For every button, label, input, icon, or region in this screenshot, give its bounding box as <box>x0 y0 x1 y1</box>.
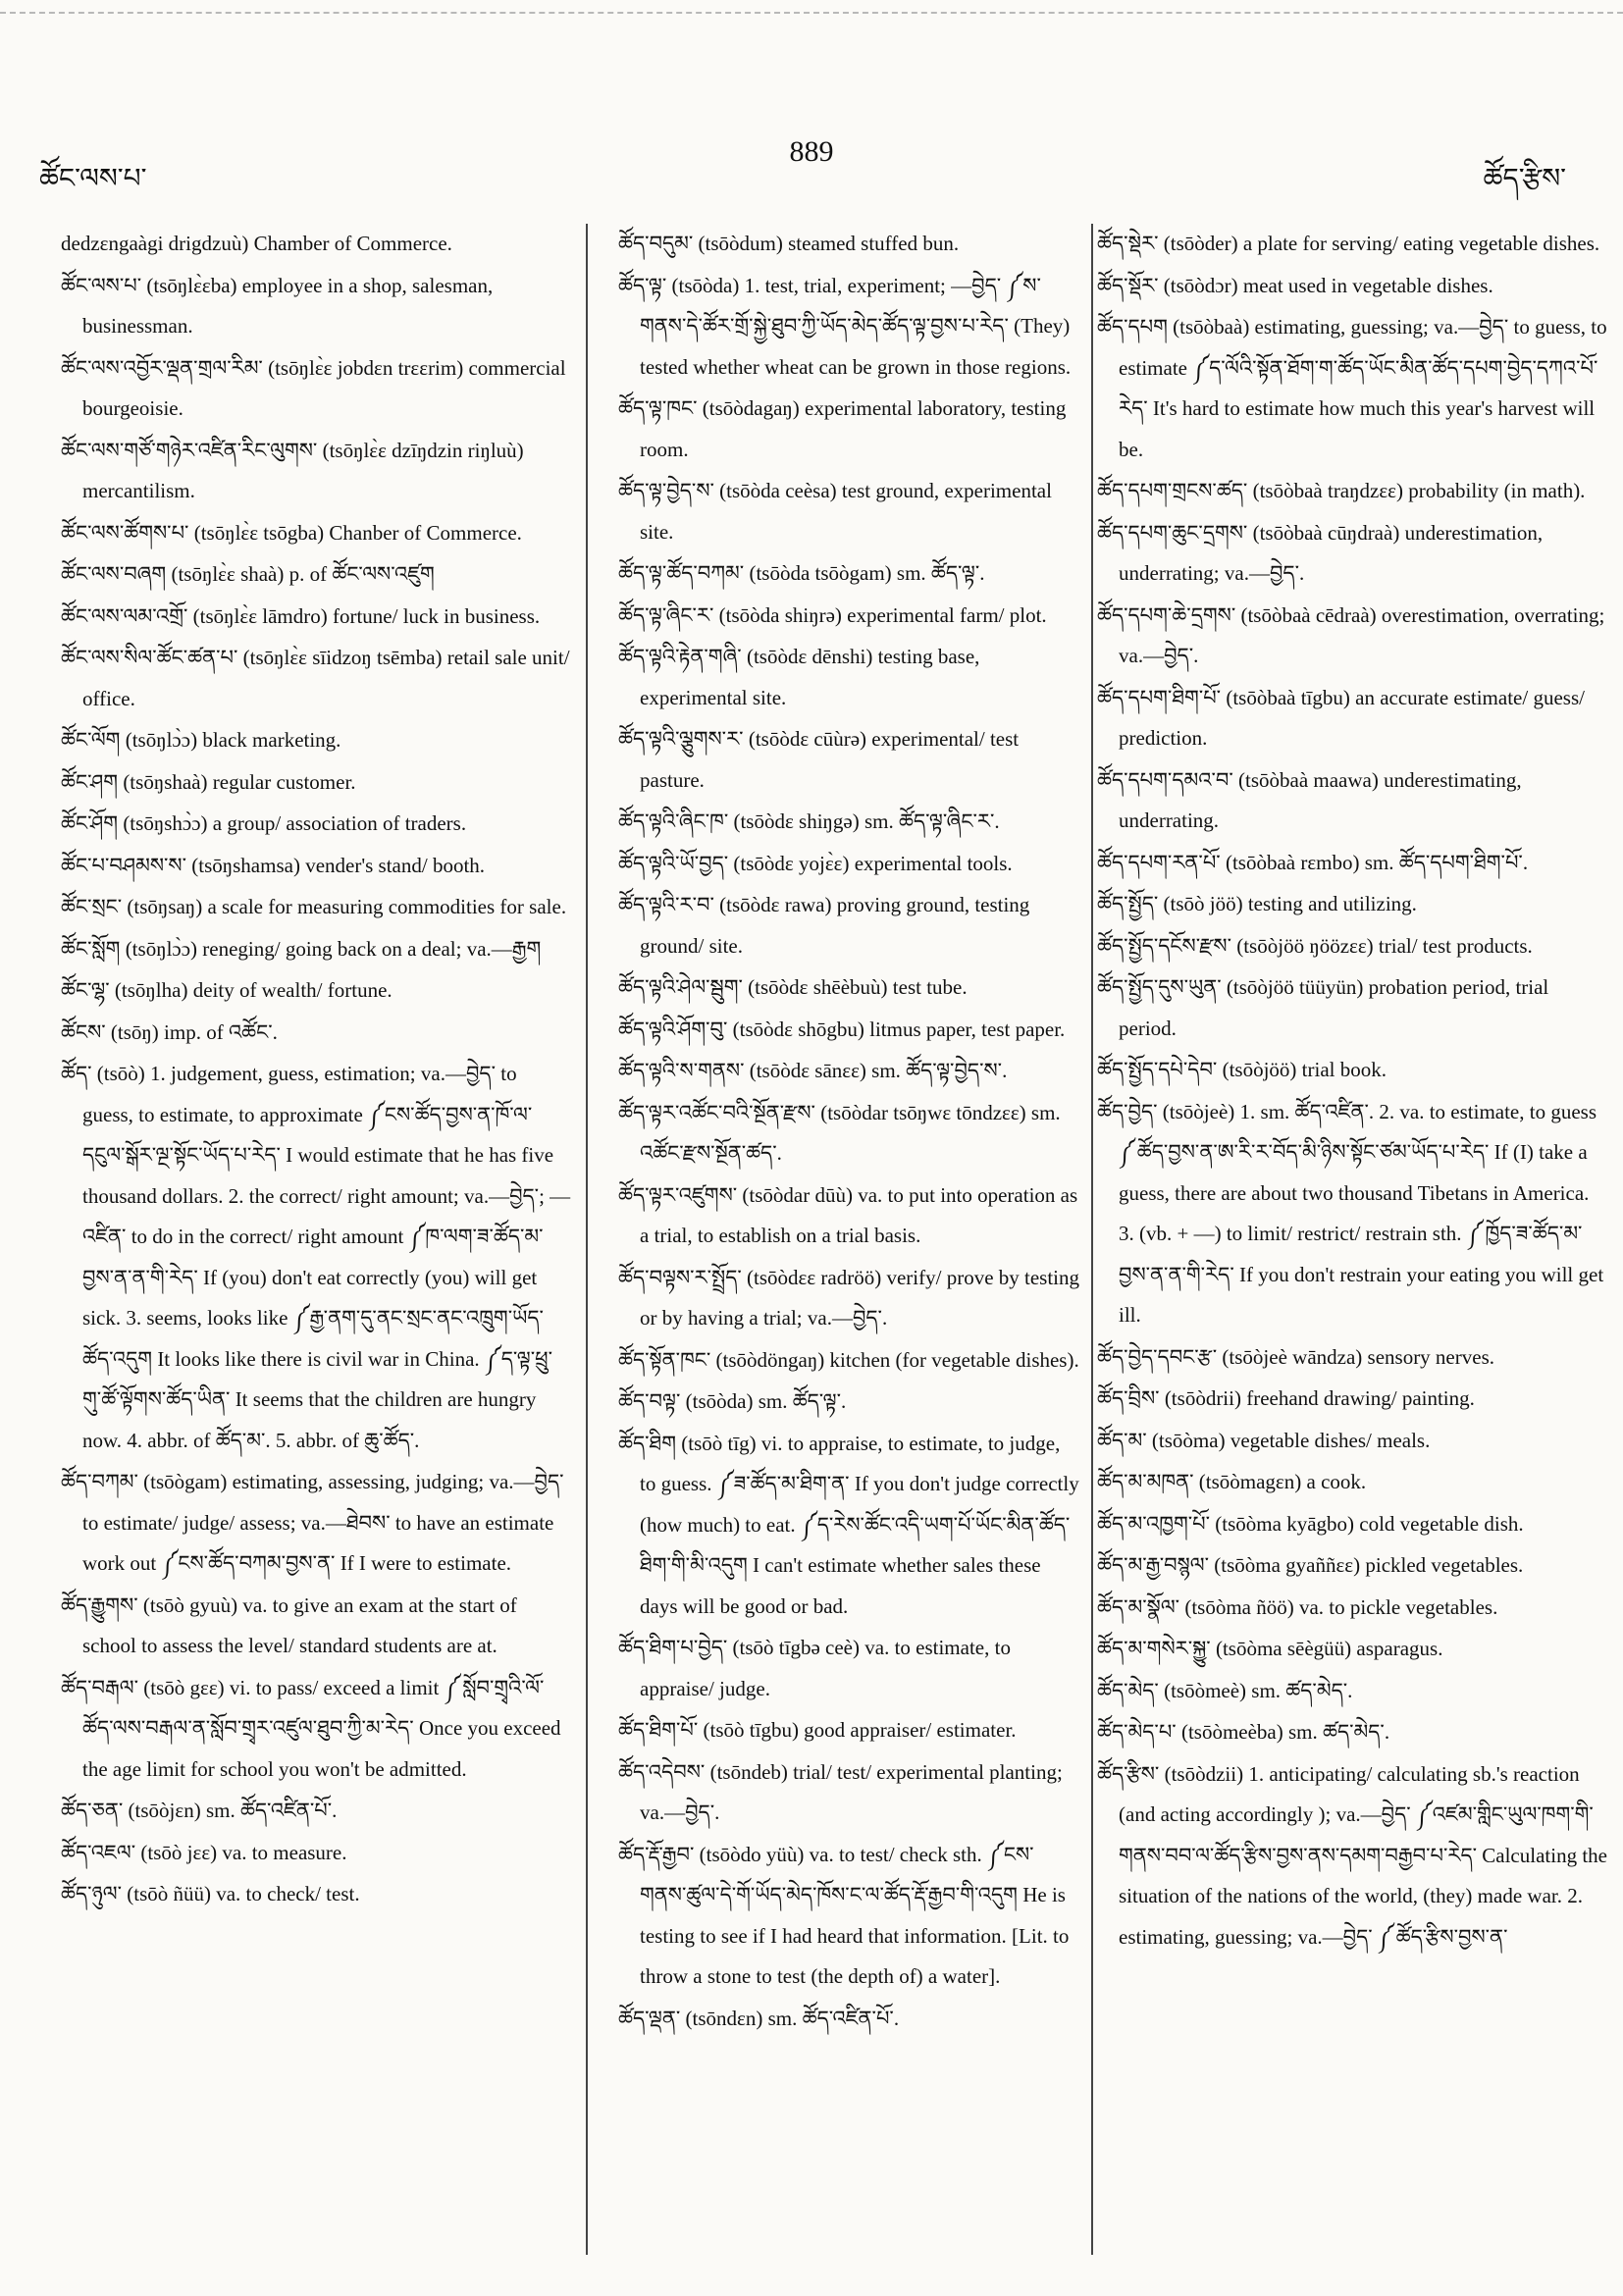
dictionary-entry: ཚོད་བལྟས་ར་སྤྲོད་ (tsōòdɛɛ radröö) verify/ prove by testing or by having a trial; va.—བྱེད་. <box>618 1265 1079 1330</box>
dictionary-entry: ཚོད་ལྟའི་ཡོ་བྱད་ (tsōòdɛ yojɛ̀ɛ) experimental tools. <box>618 851 1013 875</box>
running-head-left: ཚོང་ལས་པ་ <box>39 162 147 194</box>
dictionary-entry: ཚོང་སློག (tsōŋlɔ̀ɔ) reneging/ going back on a deal; va.—རྒྱག <box>61 936 542 961</box>
dictionary-entry: ཚོད་ཐིག་པོ་ (tsōò tīgbu) good appraiser/ estimater. <box>618 1718 1017 1742</box>
dictionary-entry: ཚོད་དཔག་ཆུང་དྲགས་ (tsōòbaà cūŋdraà) underestimation, underrating; va.—བྱེད་. <box>1097 520 1544 585</box>
dictionary-entry: ཚོད་མེད་ (tsōòmeè) sm. ཚད་མེད་. <box>1097 1678 1353 1702</box>
dictionary-column-1 <box>61 224 571 2265</box>
dictionary-entry: ཚོད་སྤྱོད་ (tsōò jöö) testing and utilizing. <box>1097 892 1417 915</box>
dictionary-entry: ཚོད་མ་རྒྱ་བསྙལ་ (tsōòma gyaññɛɛ) pickled vegetables. <box>1097 1553 1524 1577</box>
dictionary-entry: ཚོང་ལས་བཞག (tsōŋlɛ̀ɛ shaà) p. of ཚོང་ལས་འཛུག <box>61 562 435 586</box>
dictionary-entry: ཚོད་སྟོན་ཁང་ (tsōòdöngaŋ) kitchen (for vegetable dishes). <box>618 1347 1079 1372</box>
dictionary-entry: ཚོད་ཉུལ་ (tsōò ñüü) va. to check/ test. <box>61 1882 360 1905</box>
dictionary-entry: ཚོད་དཔག (tsōòbaà) estimating, guessing; va.—བྱེད་ to guess, to estimate ༼ད་ལོའི་སྟོན་ཐོག་ག་ཚོད་ཡོང་མིན་ཚོད་དཔག་བྱེད་དཀའ་པོ་རེད་ It's hard to estimate how much this year's harvest will be. <box>1097 315 1607 461</box>
dictionary-entry: ཚོད་མ་མཁན་ (tsōòmagɛn) a cook. <box>1097 1470 1367 1493</box>
dictionary-entry: ཚོད་སྤྱོད་དངོས་རྫས་ (tsōòjöö ŋöözɛɛ) trial/ test products. <box>1097 933 1533 958</box>
dictionary-entry: ཚོད་ལྟ་ (tsōòda) 1. test, trial, experiment; —བྱེད་ ༼ས་གནས་དེ་ཚོར་གྲོ་སྐྱེ་ཐུབ་ཀྱི་ཡོད་མེད་ཚོད་ལྟ་བྱས་པ་རེད་ (They) tested whether wheat can be grown in those regions. <box>618 273 1072 379</box>
dictionary-entry: ཚོང་སྲང་ (tsōŋsaŋ) a scale for measuring commodities for sale. <box>61 895 567 918</box>
dictionary-entry: ཚོད་དཔག་རན་པོ་ (tsōòbaà rɛmbo) sm. ཚོད་དཔག་ཐིག་པོ་. <box>1097 850 1529 874</box>
dictionary-entry: ཚོད་ལྟའི་ཞིང་ཁ་ (tsōòdɛ shiŋgə) sm. ཚོད་ལྟ་ཞིང་ར་. <box>618 809 1000 833</box>
dictionary-entry: ཚོད་དཔག་ཐིག་པོ་ (tsōòbaà tīgbu) an accurate estimate/ guess/ prediction. <box>1097 685 1585 750</box>
dictionary-entry: ཚོང་ལྷ་ (tsōŋlha) deity of wealth/ fortune. <box>61 978 393 1002</box>
running-head-right: ཚོད་རྩིས་ <box>1483 162 1566 194</box>
dictionary-entry: ཚོད་ལྟའི་རྟེན་གཞི་ (tsōòdɛ dēnshi) testing base, experimental site. <box>618 645 980 709</box>
dictionary-entry: ཚོད་ལྟ་བྱེད་ས་ (tsōòda ceèsa) test ground, experimental site. <box>618 479 1052 544</box>
dictionary-entry: ཚོད་ (tsōò) 1. judgement, guess, estimation; va.—བྱེད་ to guess, to estimate, to approximate ༼ངས་ཚོད་བྱས་ན་ཁོ་ལ་དངུལ་སྒོར་ལྔ་སྟོང་ཡོད་པ་རེད་ I would estimate that he has five thousand dollars. 2. the correct/ right amount; va.—བྱེད་; —འཛིན་ to do in the correct/ right amount ༼ཁ་ལག་ཟ་ཚོད་མ་བྱས་ན་ན་གི་རེད་ If (you) don't eat correctly (you) will get sick. 3. seems, looks like ༼རྒྱ་ནག་དུ་ནང་སྲང་ནང་འཁྲུག་ཡོད་ཚོད་འདུག It looks like there is civil war in China. ༼ད་ལྟ་ཕྲུ་གུ་ཚོ་ལྟོགས་ཚོད་ཡིན་ It seems that the children are hungry now. 4. abbr. of ཚོད་མ་. 5. abbr. of ཆུ་ཚོད་. <box>61 1062 571 1452</box>
dictionary-entry: ཚོད་ལྟར་འཛུགས་ (tsōòdar dūù) va. to put into operation as a trial, to establish on a trial basis. <box>618 1182 1078 1247</box>
dictionary-entry: ཚོད་མ་ (tsōòma) vegetable dishes/ meals. <box>1097 1428 1431 1452</box>
dictionary-entry: ཚོད་རྡོ་རྒྱབ་ (tsōòdo yüù) va. to test/ check sth. ༼ངས་གནས་ཚུལ་དེ་གོ་ཡོད་མེད་ཁོས་ང་ལ་ཚོད་རྡོ་རྒྱབ་གི་འདུག He is testing to see if I had heard that information. [Lit. to throw a stone to test (the depth of) a water]. <box>618 1842 1070 1988</box>
column-rule-1 <box>586 224 588 2255</box>
dictionary-entry: ཚོང་ལས་པ་ (tsōŋlɛ̀ɛba) employee in a shop, salesman, businessman. <box>61 273 494 338</box>
dictionary-entry: ཚོད་ལྟ་ཞིང་ར་ (tsōòda shiŋrə) experimental farm/ plot. <box>618 602 1047 627</box>
dictionary-entry: ཚོད་བརྒལ་ (tsōò gɛɛ) vi. to pass/ exceed a limit ༼སློབ་གྲྭའི་ལོ་ཚོད་ལས་བརྒལ་ན་སློབ་གྲྭར་འཛུལ་ཐུབ་ཀྱི་མ་རེད་ Once you exceed the age limit for school you won't be admitted. <box>61 1675 561 1781</box>
dictionary-entry: ཚོད་མ་འཁྱག་པོ་ (tsōòma kyāgbo) cold vegetable dish. <box>1097 1511 1524 1536</box>
dictionary-entry: ཚོད་བལྟ་ (tsōòda) sm. ཚོད་ལྟ་. <box>618 1389 847 1413</box>
dictionary-entry: ཚོད་ལྟ་ཚོད་བཀམ་ (tsōòda tsōògam) sm. ཚོད་ལྟ་. <box>618 561 985 585</box>
dictionary-entry: ཚོད་མ་སྣོལ་ (tsōòma ñöö) va. to pickle vegetables. <box>1097 1594 1498 1619</box>
dictionary-entry: dedzɛngaàgi drigdzuù) Chamber of Commerce. <box>61 232 452 255</box>
dictionary-entry: ཚོད་སྤྱོད་དུས་ཡུན་ (tsōòjöö tüüyün) probation period, trial period. <box>1097 975 1549 1040</box>
dictionary-entry: ཚོང་ལས་ཚོགས་པ་ (tsōŋlɛ̀ɛ tsōgba) Chanber of Commerce. <box>61 520 522 545</box>
dictionary-entry: ཚོད་སྤྱོད་དཔེ་དེབ་ (tsōòjöö) trial book. <box>1097 1058 1387 1081</box>
dictionary-entry: ཚོང་ལས་སིལ་ཚོང་ཚན་པ་ (tsōŋlɛ̀ɛ sīidzoŋ tsēmba) retail sale unit/ office. <box>61 646 570 710</box>
dictionary-entry: ཚོད་འདེབས་ (tsōndeb) trial/ test/ experimental planting; va.—བྱེད་. <box>618 1759 1063 1824</box>
dictionary-entry: ཚོད་ལྟའི་ལྕུགས་ར་ (tsōòdɛ cūùrə) experimental/ test pasture. <box>618 727 1020 792</box>
dictionary-entry: ཚོད་དཔག་གྲངས་ཚད་ (tsōòbaà traŋdzɛɛ) probability (in math). <box>1097 479 1586 502</box>
column-rule-2 <box>1091 224 1093 2255</box>
dictionary-entry: ཚོད་སྡོར་ (tsōòdɔr) meat used in vegetable dishes. <box>1097 273 1493 297</box>
dictionary-entry: ཚོད་བྱེད་ (tsōòjeè) 1. sm. ཚོད་འཛིན་. 2. va. to estimate, to guess ༼ཚོད་བྱས་ན་ཨ་རི་ར་བོད་མི་ཉིས་སྟོང་ཙམ་ཡོད་པ་རེད་ If (I) take a guess, there are about two thousand Tibetans in America. 3. (vb. + —) to limit/ restrict/ restrain sth. ༼ཁྱོད་ཟ་ཚོད་མ་བྱས་ན་ན་གི་རེད་ If you don't restrain your eating you will get ill. <box>1097 1099 1604 1327</box>
dictionary-entry: ཚོད་ལྟའི་ར་བ་ (tsōòdɛ rawa) proving ground, testing ground/ site. <box>618 893 1030 958</box>
dictionary-column-3 <box>1097 224 1607 2265</box>
dictionary-entry: ཚོད་འཇལ་ (tsōò jɛɛ) va. to measure. <box>61 1840 347 1864</box>
dictionary-entry: ཚོད་ཐིག་པ་བྱེད་ (tsōò tīgbə ceè) va. to estimate, to appraise/ judge. <box>618 1636 1011 1700</box>
dictionary-entry: ཚོང་པ་བཤམས་ས་ (tsōŋshamsa) vender's stand/ booth. <box>61 853 486 877</box>
dictionary-column-2 <box>618 224 1079 2265</box>
dictionary-entry: ཚོང་ལོག (tsōŋlɔ̀ɔ) black marketing. <box>61 728 341 752</box>
dictionary-entry: ཚོད་ལྟའི་ས་གནས་ (tsōòdɛ sānɛɛ) sm. ཚོད་ལྟ་བྱེད་ས་. <box>618 1059 1008 1082</box>
dictionary-entry: ཚོང་ལས་འབྱོར་ལྡན་གྲལ་རིམ་ (tsōŋlɛ̀ɛ jobdɛn trɛɛrim) commercial bourgeoisie. <box>61 355 566 420</box>
dictionary-entry: ཚོད་བྱེད་དབང་རྩ་ (tsōòjeè wāndza) sensory nerves. <box>1097 1344 1494 1369</box>
dictionary-entry: ཚོངས་ (tsōŋ) imp. of འཚོང་. <box>61 1019 278 1044</box>
dictionary-entry: ཚོད་ལྡན་ (tsōndɛn) sm. ཚོད་འཛིན་པོ་. <box>618 2006 900 2030</box>
dictionary-entry: ཚོད་ཅན་ (tsōòjɛn) sm. ཚོད་འཛིན་པོ་. <box>61 1799 338 1822</box>
dictionary-entry: ཚོད་མེད་པ་ (tsōòmeèba) sm. ཚད་མེད་. <box>1097 1720 1390 1744</box>
dictionary-entry: ཚོད་རྩིས་ (tsōòdzii) 1. anticipating/ calculating sb.'s reaction (and acting accordingly ); va.—བྱེད་ ༼འཛམ་གླིང་ཡུལ་ཁག་གི་གནས་བབ་ལ་ཚོད་རྩིས་བྱས་ནས་དམག་བརྒྱབ་པ་རེད་ Calculating the situation of the nations of the world, (they) made war. 2. estimating, guessing; va.—བྱེད་ ༼ཚོད་རྩིས་བྱས་ན་ <box>1097 1761 1607 1949</box>
dictionary-entry: ཚོད་ལྟར་འཚོང་བའི་སྔོན་རྫས་ (tsōòdar tsōŋwɛ tōndzɛɛ) sm. འཚོང་རྫས་སྔོན་ཚད་. <box>618 1100 1061 1165</box>
dictionary-entry: ཚོད་དཔག་དམའ་བ་ (tsōòbaà maawa) underestimating, underrating. <box>1097 767 1522 832</box>
dictionary-entry: ཚོང་ལས་ལམ་འགྲོ་ (tsōŋlɛ̀ɛ lāmdro) fortune/ luck in business. <box>61 603 541 628</box>
dictionary-entry: ཚོད་མ་གསེར་སྐྱུ་ (tsōòma sēègüü) asparagus. <box>1097 1637 1443 1660</box>
scan-top-dashed-line <box>0 12 1623 14</box>
dictionary-entry: ཚོད་བདུམ་ (tsōòdum) steamed stuffed bun. <box>618 232 960 255</box>
dictionary-entry: ཚོད་ལྟ་ཁང་ (tsōòdagaŋ) experimental laboratory, testing room. <box>618 396 1067 461</box>
page-number: 889 <box>789 135 834 168</box>
dictionary-entry: ཚོང་ལས་གཙོ་གཉེར་འཛིན་རིང་ལུགས་ (tsōŋlɛ̀ɛ dzīŋdzin riŋluù) mercantilism. <box>61 438 524 502</box>
dictionary-entry: ཚོང་ཤོག (tsōŋshɔ̀ɔ) a group/ association of traders. <box>61 811 467 835</box>
dictionary-entry: ཚོད་སྡེར་ (tsōòder) a plate for serving/ eating vegetable dishes. <box>1097 232 1600 255</box>
dictionary-entry: ཚོད་བཀམ་ (tsōògam) estimating, assessing, judging; va.—བྱེད་ to estimate/ judge/ assess; va.—ཐེབས་ to have an estimate work out ༼ངས་ཚོད་བཀམ་བྱས་ན་ If I were to estimate. <box>61 1470 564 1575</box>
dictionary-entry: ཚོད་ལྟའི་ཤེལ་སྦུག་ (tsōòdɛ shēèbuù) test tube. <box>618 975 968 999</box>
dictionary-entry: ཚོང་ཤག (tsōŋshaà) regular customer. <box>61 769 356 794</box>
dictionary-entry: ཚོད་བྲིས་ (tsōòdrii) freehand drawing/ painting. <box>1097 1386 1475 1410</box>
dictionary-entry: ཚོད་ལྟའི་ཤོག་བུ་ (tsōòdɛ shōgbu) litmus paper, test paper. <box>618 1017 1066 1041</box>
dictionary-entry: ཚོད་རྒྱུགས་ (tsōò gyuù) va. to give an exam at the start of school to assess the level/ standard students are at. <box>61 1592 517 1657</box>
dictionary-entry: ཚོད་ཐིག (tsōò tīg) vi. to appraise, to estimate, to judge, to guess. ༼ཟ་ཚོད་མ་ཐིག་ན་ If you don't judge correctly (how much) to eat. ༼ད་རེས་ཚོང་འདི་ཡག་པོ་ཡོང་མིན་ཚོད་ཐིག་གི་མི་འདུག I can't estimate whether sales these days will be good or bad. <box>618 1431 1079 1618</box>
dictionary-entry: ཚོད་དཔག་ཆེ་དྲགས་ (tsōòbaà cēdraà) overestimation, overrating; va.—བྱེད་. <box>1097 602 1605 667</box>
